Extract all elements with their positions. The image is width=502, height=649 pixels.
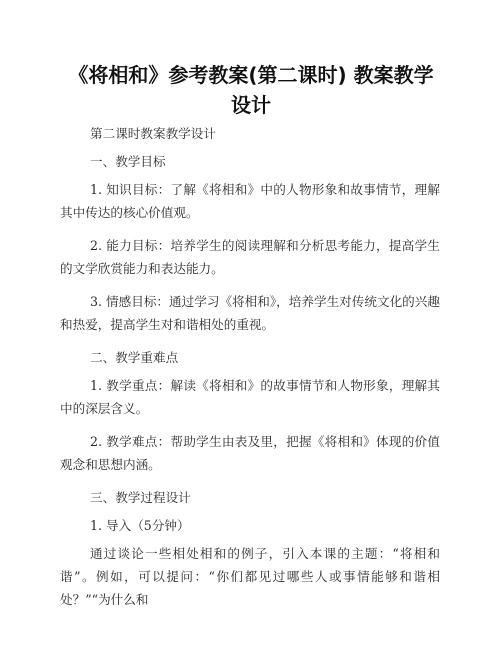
section-heading-goals: 一、教学目标 <box>90 154 166 169</box>
document-title: 《将相和》参考教案(第二课时) 教案教学设计 <box>68 63 434 117</box>
section-heading-process: 三、教学过程设计 <box>90 490 191 505</box>
process-step-intro: 1. 导入（5分钟） <box>90 518 190 533</box>
difficult-point-item: 2. 教学难点：帮助学生由表及里，把握《将相和》体现的价值观念和思想内涵。 <box>60 434 440 472</box>
process-step-intro-text: 通过谈论一些相处相和的例子，引入本课的主题：“将相和谐”。例如，可以提问：“你们都见过哪些人或事情能够和谐相处？”“为什么和 <box>60 546 440 607</box>
goal-item-ability: 2. 能力目标：培养学生的阅读理解和分析思考能力，提高学生的文学欣赏能力和表达能力。 <box>60 238 440 276</box>
goal-item-knowledge: 1. 知识目标：了解《将相和》中的人物形象和故事情节，理解其中传达的核心价值观。 <box>60 182 440 220</box>
key-point-item: 1. 教学重点：解读《将相和》的故事情节和人物形象，理解其中的深层含义。 <box>60 378 440 416</box>
goal-item-emotion: 3. 情感目标：通过学习《将相和》，培养学生对传统文化的兴趣和热爱，提高学生对和谐相处的重视。 <box>60 294 440 332</box>
section-heading-key-points: 二、教学重难点 <box>90 350 179 365</box>
document-subtitle: 第二课时教案教学设计 <box>90 126 216 141</box>
